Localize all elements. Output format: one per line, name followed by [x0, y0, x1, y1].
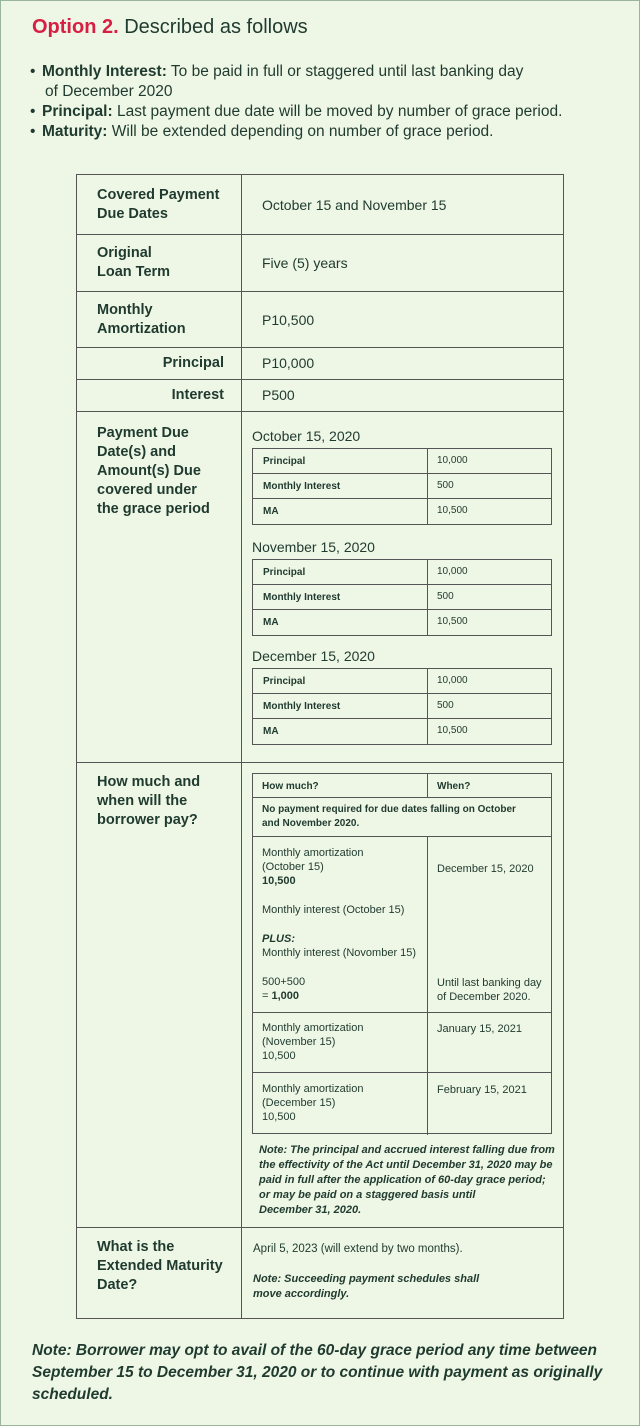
cell-key: Principal — [263, 676, 306, 687]
cell-line: = — [262, 990, 272, 1002]
table-row — [253, 560, 551, 585]
label-line: borrower pay? — [97, 812, 198, 828]
cell-key: MA — [263, 617, 279, 628]
row-label — [97, 1238, 223, 1295]
footnote — [32, 1340, 612, 1406]
row-label — [97, 301, 186, 339]
bullet-label: Monthly Interest: — [42, 63, 167, 80]
cell-value: 500 — [427, 585, 553, 609]
block3-when: February 15, 2021 — [437, 1084, 527, 1096]
table-row-interest — [77, 380, 563, 412]
cell-key: MA — [263, 726, 279, 737]
cell-line: 10,500 — [262, 1050, 296, 1062]
table-row-covered — [77, 175, 563, 235]
maturity-note — [253, 1272, 479, 1302]
row-value: P500 — [262, 387, 295, 403]
block3-how — [262, 1082, 364, 1124]
cell-line: Until last banking day — [437, 977, 542, 989]
label-line: Date(s) and — [97, 444, 176, 460]
label-line: Amount(s) Due — [97, 463, 201, 479]
note-line: No payment required for due dates falling on October — [262, 804, 516, 815]
cell-line: (October 15) — [262, 861, 324, 873]
note-line: Note: Succeeding payment schedules shall — [253, 1273, 480, 1285]
table-row — [253, 585, 551, 610]
label-line: Payment Due — [97, 425, 189, 441]
schedule-table — [252, 448, 552, 525]
cell-key: Monthly Interest — [263, 592, 341, 603]
row-label: Interest — [171, 387, 224, 403]
note-line: Note: The principal and accrued interest falling due from — [259, 1144, 555, 1156]
footnote-line: Note: Borrower may opt to avail of the 60-day grace period any time between — [32, 1342, 598, 1359]
row-label — [97, 244, 170, 282]
block1-sum — [262, 975, 305, 1003]
sum-total: 1,000 — [271, 990, 300, 1002]
cell-value: 500 — [427, 694, 553, 718]
label-line: Date? — [97, 1277, 138, 1293]
cell-line: 10,500 — [262, 1111, 296, 1123]
table-row — [253, 610, 551, 635]
schedule-date: November 15, 2020 — [252, 539, 375, 555]
payment-table — [252, 773, 552, 1134]
label-line: Amortization — [97, 321, 186, 337]
cell-line: of December 2020. — [437, 991, 531, 1003]
table-row-term — [77, 235, 563, 292]
divider — [253, 1012, 551, 1013]
block1-when: December 15, 2020 — [437, 863, 534, 875]
header-cell — [253, 774, 427, 797]
cell-value: 10,500 — [427, 499, 553, 524]
schedule-table — [252, 668, 552, 745]
cell-value: 10,500 — [427, 719, 553, 744]
cell-value: 10,000 — [427, 449, 553, 473]
cell-line: Monthly amortization — [262, 847, 364, 859]
cell-line: 10,500 — [262, 875, 296, 887]
table-row-principal — [77, 348, 563, 380]
table-row-maturity — [77, 1228, 563, 1319]
bullet-label: Maturity: — [42, 123, 108, 140]
label-line: the grace period — [97, 501, 210, 517]
option-heading — [32, 16, 308, 39]
divider — [253, 797, 551, 798]
cell-value: 10,500 — [427, 610, 553, 635]
schedule-date: October 15, 2020 — [252, 428, 361, 444]
cell-key: Monthly Interest — [263, 701, 341, 712]
cell-key: Monthly Interest — [263, 481, 341, 492]
row-label: Principal — [162, 355, 224, 371]
header-cell — [427, 774, 551, 797]
row-value: October 15 and November 15 — [262, 197, 447, 213]
note-line: move accordingly. — [253, 1288, 350, 1300]
bullet-text: Last payment due date will be moved by number of grace period. — [112, 103, 563, 120]
label-line: Extended Maturity — [97, 1258, 223, 1274]
cell-key: MA — [263, 506, 279, 517]
bullet-text: Will be extended depending on number of grace period. — [107, 123, 494, 140]
table-row — [253, 694, 551, 719]
table-row — [253, 669, 551, 694]
column-header: When? — [437, 781, 471, 792]
row-value: Five (5) years — [262, 255, 348, 271]
label-line: covered under — [97, 482, 197, 498]
bullet-principal — [30, 102, 620, 122]
block2-how — [262, 1021, 364, 1063]
block1-when2 — [437, 976, 542, 1004]
bullet-list — [30, 62, 620, 142]
grace-period-note — [259, 1143, 555, 1218]
table-row — [253, 474, 551, 499]
block1-plus — [262, 932, 416, 960]
cell-key: Principal — [263, 567, 306, 578]
cell-line: 500+500 — [262, 976, 306, 988]
label-line: What is the — [97, 1239, 175, 1255]
cell-line: Monthly amortization — [262, 1083, 364, 1095]
loan-table — [76, 174, 564, 1319]
cell-line: PLUS: — [262, 933, 295, 945]
cell-line: Monthly interest (Novomber 15) — [262, 947, 417, 959]
table-row — [253, 449, 551, 474]
note-line: and November 2020. — [262, 818, 360, 829]
row-label — [97, 186, 220, 224]
label-line: How much and — [97, 774, 201, 790]
label-line: when will the — [97, 793, 188, 809]
note-line: December 31, 2020. — [259, 1204, 362, 1216]
cell-value: 10,000 — [427, 560, 553, 584]
schedule-table — [252, 559, 552, 636]
bullet-maturity — [30, 122, 620, 142]
note-line: paid in full after the application of 60-day grace period; — [259, 1174, 546, 1186]
cell-line: (December 15) — [262, 1097, 336, 1109]
column-header: How much? — [262, 781, 319, 792]
bullet-label: Principal: — [42, 103, 113, 120]
row-value: P10,000 — [262, 355, 315, 371]
bullet-text: To be paid in full or staggered until last banking day — [166, 63, 524, 80]
bullet-text: of December 2020 — [45, 83, 173, 100]
table-row-due-dates — [77, 412, 563, 763]
note-line: the effectivity of the Act until December 31, 2020 may be — [259, 1159, 553, 1171]
option-description: Described as follows — [124, 16, 308, 38]
label-line: Original — [97, 245, 152, 261]
footnote-line: scheduled. — [32, 1386, 113, 1403]
block1-how — [262, 846, 364, 888]
label-line: Monthly — [97, 302, 153, 318]
row-label-cell — [77, 763, 242, 1227]
label-line: Covered Payment — [97, 187, 220, 203]
label-line: Loan Term — [97, 264, 171, 280]
note-line: or may be paid on a staggered basis until — [259, 1189, 476, 1201]
cell-key: Principal — [263, 456, 306, 467]
cell-line: Monthly amortization — [262, 1022, 364, 1034]
row-value: P10,500 — [262, 312, 315, 328]
footnote-line: September 15 to December 31, 2020 or to continue with payment as originally — [32, 1364, 603, 1381]
label-line: Due Dates — [97, 206, 168, 222]
block2-when: January 15, 2021 — [437, 1023, 523, 1035]
cell-value: 10,000 — [427, 669, 553, 693]
table-row — [253, 499, 551, 524]
row-label — [97, 424, 210, 519]
table-row-amortization — [77, 292, 563, 348]
divider — [253, 1072, 551, 1073]
row-label — [97, 773, 200, 830]
no-payment-note — [262, 803, 516, 831]
schedule-date: December 15, 2020 — [252, 648, 375, 664]
table-row — [253, 719, 551, 744]
option-number: Option 2. — [32, 16, 119, 38]
maturity-date: April 5, 2023 (will extend by two months). — [253, 1243, 463, 1255]
bullet-monthly-interest — [30, 62, 620, 102]
cell-line: (November 15) — [262, 1036, 336, 1048]
block1-interest-oct: Monthly interest (October 15) — [262, 904, 405, 916]
cell-value: 500 — [427, 474, 553, 498]
